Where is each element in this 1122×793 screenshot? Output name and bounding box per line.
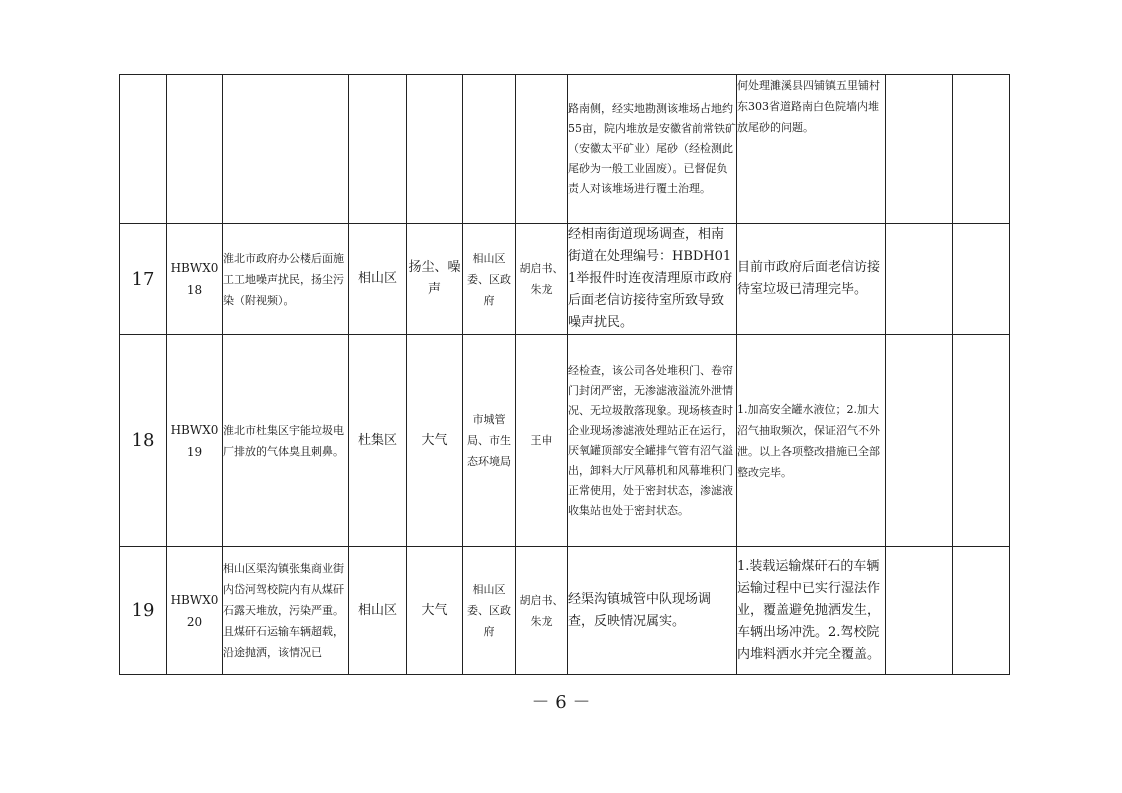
responsible-unit: 相山区委、区政府: [463, 547, 516, 675]
case-code: HBWX020: [167, 547, 223, 675]
page-number: － 6 －: [531, 692, 591, 713]
case-code: HBWX019: [167, 335, 223, 547]
empty-cell: [886, 75, 953, 224]
complaint-content: [223, 75, 349, 224]
rectification-result: 1.装载运输煤矸石的车辆运输过程中已实行湿法作业，覆盖避免抛洒发生，车辆出场冲洗。2.驾校院内堆料洒水并完全覆盖。: [737, 547, 886, 675]
complaint-content: 淮北市杜集区宇能垃圾电厂排放的气体臭且刺鼻。: [223, 335, 349, 547]
case-code: HBWX018: [167, 224, 223, 335]
district: [349, 75, 407, 224]
empty-cell: [953, 335, 1010, 547]
complaint-content: 相山区渠沟镇张集商业街内岱河驾校院内有从煤矸石露天堆放，污染严重。且煤矸石运输车辆超载，沿途抛洒，该情况已: [223, 547, 349, 675]
responsible-unit: 相山区委、区政府: [463, 224, 516, 335]
table-row: [120, 224, 1010, 335]
investigation-text: 经渠沟镇城管中队现场调查，反映情况属实。: [568, 547, 737, 675]
responsible-person: 胡启书、朱龙: [516, 224, 568, 335]
district: 相山区: [349, 547, 407, 675]
table-row: [120, 547, 1010, 675]
investigation-text: 经相南街道现场调查，相南街道在处理编号：HBDH011举报件时连夜清理原市政府后面老信访接待室所致导致噪声扰民。: [568, 224, 737, 335]
empty-cell: [953, 75, 1010, 224]
empty-cell: [953, 547, 1010, 675]
complaint-table: [119, 74, 1010, 675]
pollution-type: 扬尘、噪声: [407, 224, 463, 335]
row-number: [120, 75, 167, 224]
rectification-result: 何处理濉溪县四铺镇五里铺村东303省道路南白色院墙内堆放尾砂的问题。: [737, 75, 886, 224]
empty-cell: [953, 224, 1010, 335]
complaint-content: 淮北市政府办公楼后面施工工地噪声扰民，扬尘污染（附视频）。: [223, 224, 349, 335]
table-row: [120, 75, 1010, 224]
district: 相山区: [349, 224, 407, 335]
responsible-person: [516, 75, 568, 224]
rectification-result: 目前市政府后面老信访接待室垃圾已清理完毕。: [737, 224, 886, 335]
district: 杜集区: [349, 335, 407, 547]
empty-cell: [886, 224, 953, 335]
table-row: [120, 335, 1010, 547]
investigation-text: 经检查，该公司各处堆积门、卷帘门封闭严密，无渗滤液溢流外泄情况、无垃圾散落现象。现场核查时企业现场渗滤液处理站正在运行，厌氧罐顶部安全罐排气管有沼气溢出，卸料大厅风幕机和风幕堆积门正常使用，处于密封状态，渗滤液收集站也处于密封状态。: [568, 335, 737, 547]
case-code: [167, 75, 223, 224]
responsible-unit: [463, 75, 516, 224]
empty-cell: [886, 547, 953, 675]
responsible-person: 胡启书、朱龙: [516, 547, 568, 675]
pollution-type: [407, 75, 463, 224]
responsible-unit: 市城管局、市生态环境局: [463, 335, 516, 547]
row-number: 17: [120, 224, 167, 335]
rectification-result: 1.加高安全罐水液位；2.加大沼气抽取频次，保证沼气不外泄。以上各项整改措施已全部整改完毕。: [737, 335, 886, 547]
empty-cell: [886, 335, 953, 547]
investigation-text: 路南侧，经实地勘测该堆场占地约55亩，院内堆放是安徽省前常铁矿（安徽太平矿业）尾砂（经检测此尾砂为一般工业固废）。已督促负责人对该堆场进行覆土治理。: [568, 75, 737, 224]
pollution-type: 大气: [407, 335, 463, 547]
row-number: 19: [120, 547, 167, 675]
pollution-type: 大气: [407, 547, 463, 675]
row-number: 18: [120, 335, 167, 547]
responsible-person: 王申: [516, 335, 568, 547]
